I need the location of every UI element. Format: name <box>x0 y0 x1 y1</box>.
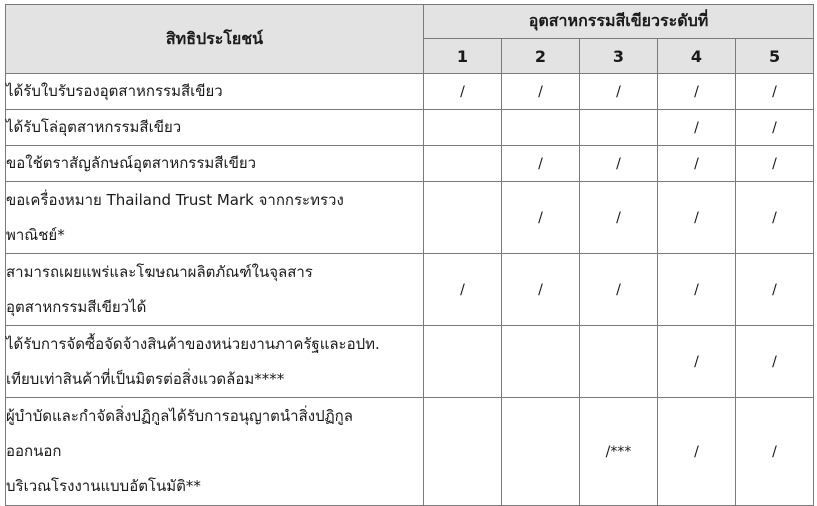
level-5-mark: / <box>736 326 814 398</box>
benefit-text-line: ออกนอก <box>6 442 62 460</box>
benefit-description <box>6 182 424 254</box>
table-row <box>6 74 814 110</box>
benefit-text-line: พาณิชย์* <box>6 225 65 244</box>
benefit-description <box>6 254 424 326</box>
level-4-mark: / <box>658 146 736 182</box>
benefit-text-line: อุตสาหกรรมสีเขียวได้ <box>6 297 147 316</box>
level-header-5: 5 <box>736 39 814 74</box>
table-row <box>6 182 814 254</box>
level-5-mark: / <box>736 182 814 254</box>
benefit-text-line: ขอใช้ตราสัญลักษณ์อุตสาหกรรมสีเขียว <box>6 154 257 172</box>
level-4-mark: / <box>658 74 736 110</box>
benefit-text-line: ขอเครื่องหมาย Thailand Trust Mark จากกระทรวง <box>6 190 344 209</box>
level-2-mark: / <box>502 74 580 110</box>
level-4-mark: / <box>658 254 736 326</box>
level-4-mark: / <box>658 398 736 506</box>
benefit-text-line: สามารถเผยแพร่และโฆษณาผลิตภัณฑ์ในจุลสาร <box>6 262 313 281</box>
level-header-4: 4 <box>658 39 736 74</box>
benefit-text-line: ได้รับใบรับรองอุตสาหกรรมสีเขียว <box>6 82 223 100</box>
level-header-1: 1 <box>424 39 502 74</box>
level-1-mark <box>424 146 502 182</box>
level-5-mark: / <box>736 110 814 146</box>
level-5-mark: / <box>736 74 814 110</box>
level-1-mark: / <box>424 254 502 326</box>
level-1-mark <box>424 110 502 146</box>
benefit-text-line: ได้รับโล่อุตสาหกรรมสีเขียว <box>6 118 182 136</box>
level-4-mark: / <box>658 326 736 398</box>
level-2-mark: / <box>502 146 580 182</box>
benefit-column-header: สิทธิประโยชน์ <box>6 5 424 74</box>
level-5-mark: / <box>736 254 814 326</box>
benefit-text-line: เทียบเท่าสินค้าที่เป็นมิตรต่อสิ่งแวดล้อม**** <box>6 369 285 388</box>
benefit-description <box>6 74 424 110</box>
benefit-description <box>6 110 424 146</box>
level-2-mark: / <box>502 254 580 326</box>
level-group-header: อุตสาหกรรมสีเขียวระดับที่ <box>424 5 814 39</box>
level-2-mark <box>502 398 580 506</box>
benefits-table <box>5 4 814 506</box>
level-3-mark <box>580 326 658 398</box>
level-3-mark: / <box>580 74 658 110</box>
benefit-text-line: บริเวณโรงงานแบบอัตโนมัติ** <box>6 477 201 495</box>
level-2-mark <box>502 326 580 398</box>
table-row <box>6 398 814 506</box>
level-1-mark <box>424 326 502 398</box>
level-1-mark: / <box>424 74 502 110</box>
level-4-mark: / <box>658 110 736 146</box>
level-3-mark <box>580 110 658 146</box>
level-header-3: 3 <box>580 39 658 74</box>
level-5-mark: / <box>736 146 814 182</box>
level-3-mark: / <box>580 146 658 182</box>
benefit-description <box>6 146 424 182</box>
level-4-mark: / <box>658 182 736 254</box>
table-row <box>6 326 814 398</box>
level-header-2: 2 <box>502 39 580 74</box>
benefit-text-line: ผู้บำบัดและกำจัดสิ่งปฏิกูลได้รับการอนุญาตนำสิ่งปฏิกูล <box>6 407 353 425</box>
level-2-mark: / <box>502 182 580 254</box>
table-row <box>6 254 814 326</box>
level-5-mark: / <box>736 398 814 506</box>
table-row <box>6 146 814 182</box>
level-1-mark <box>424 182 502 254</box>
benefit-text-line: ได้รับการจัดซื้อจัดจ้างสินค้าของหน่วยงานภาครัฐและอปท. <box>6 334 380 353</box>
benefit-description <box>6 326 424 398</box>
level-3-mark: / <box>580 254 658 326</box>
benefit-description <box>6 398 424 506</box>
level-1-mark <box>424 398 502 506</box>
level-3-mark: / <box>580 182 658 254</box>
level-2-mark <box>502 110 580 146</box>
level-3-mark: /*** <box>580 398 658 506</box>
table-row <box>6 110 814 146</box>
